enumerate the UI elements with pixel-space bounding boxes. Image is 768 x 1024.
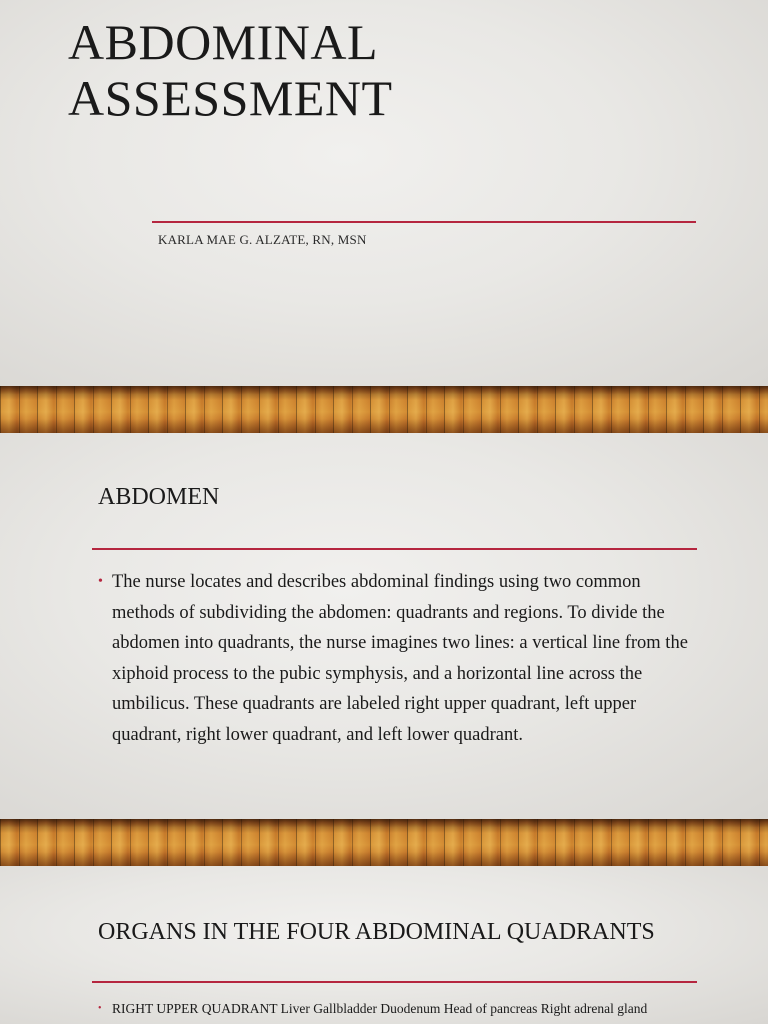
slide-organs (0, 866, 768, 1024)
bullet-icon: • (98, 574, 103, 589)
title-line-2: ASSESSMENT (68, 70, 393, 126)
wood-floor-band-1 (0, 386, 768, 433)
title-divider (152, 221, 696, 223)
slide-heading: ORGANS IN THE FOUR ABDOMINAL QUADRANTS (98, 919, 655, 945)
bullet-text: The nurse locates and describes abdominal findings using two common methods of subdividing the abdomen: quadrants and regions. To divide the abdomen into quadrants, the nurse imagines two lines: a vertical line from the xiphoid process to the pubic symphysis, and a horizontal line across the umbilicus. These quadrants are labeled right upper quadrant, left upper quadrant, right lower quadrant, and left lower quadrant. (112, 572, 688, 745)
heading-divider (92, 548, 697, 550)
slide-abdomen (0, 433, 768, 819)
heading-divider (92, 981, 697, 983)
bullet-text: RIGHT UPPER QUADRANT Liver Gallbladder Duodenum Head of pancreas Right adrenal gland (112, 1001, 648, 1016)
bullet-icon: • (98, 1003, 102, 1014)
bullet-list (98, 567, 698, 750)
slide-title (0, 0, 768, 386)
bullet-list (98, 999, 698, 1019)
bullet-item (98, 567, 698, 750)
title-line-1: ABDOMINAL (68, 14, 379, 70)
wood-floor-band-2 (0, 819, 768, 866)
presentation-title (68, 14, 393, 126)
bullet-item (98, 999, 698, 1019)
author-subtitle: KARLA MAE G. ALZATE, RN, MSN (158, 232, 367, 247)
slide-heading: ABDOMEN (98, 484, 220, 510)
